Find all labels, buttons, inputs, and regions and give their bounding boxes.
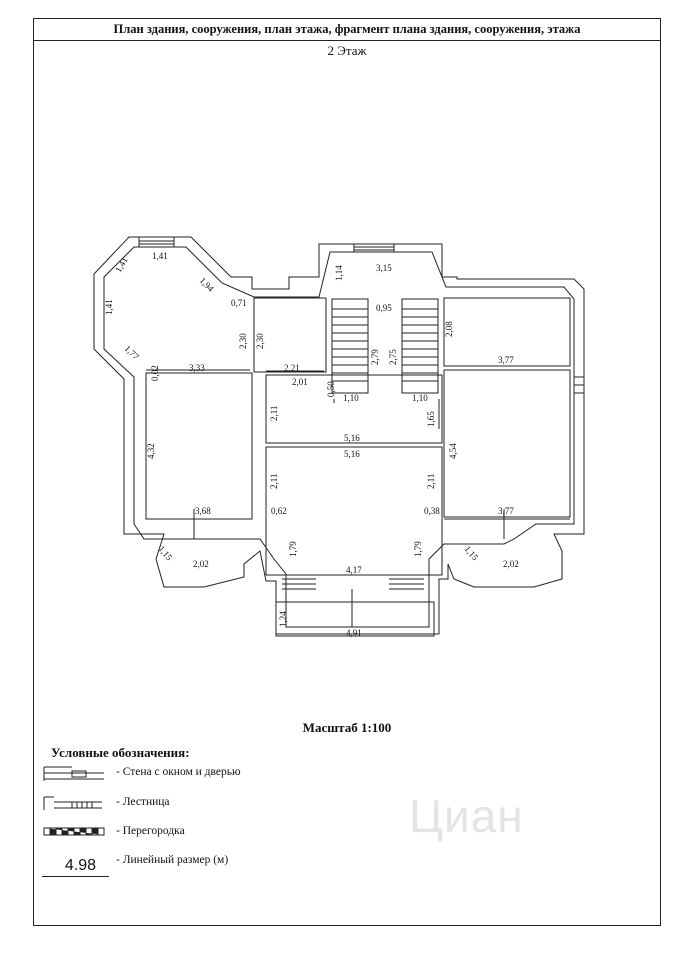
dim-115-b: 1,15	[462, 543, 481, 563]
dim-141-left-b: 1,41	[104, 299, 114, 315]
plan-sheet	[33, 18, 661, 926]
window-top	[354, 244, 394, 252]
dim-230-b: 2,30	[255, 333, 265, 349]
dim-202-b: 2,02	[503, 559, 519, 569]
dim-377-bottom: 3,77	[498, 506, 514, 516]
dim-516-a: 5,16	[344, 433, 360, 443]
legend-dimension-line	[42, 876, 109, 877]
dim-110-a: 1,10	[343, 393, 359, 403]
dim-114: 1,14	[334, 265, 344, 281]
dim-071: 0,71	[231, 298, 247, 308]
dim-165: 1,65	[426, 411, 436, 427]
stair-right	[402, 299, 438, 393]
dim-315: 3,15	[376, 263, 392, 273]
dim-202-a: 2,02	[193, 559, 209, 569]
dim-221: 2,21	[284, 363, 300, 373]
dim-179-b: 1,79	[413, 541, 423, 557]
legend-wall-symbol	[42, 765, 106, 783]
dim-516-b: 5,16	[344, 449, 360, 459]
dim-201: 2,01	[292, 377, 308, 387]
dim-177: 1,77	[122, 343, 141, 362]
dim-110-b: 1,10	[412, 393, 428, 403]
inner-wall	[104, 247, 574, 627]
dim-141-top: 1,41	[152, 251, 168, 261]
dim-432: 4,32	[146, 443, 156, 459]
dim-230-a: 2,30	[238, 333, 248, 349]
room-top-left	[146, 373, 252, 519]
dim-062: 0,62	[271, 506, 287, 516]
dim-050: 0,50	[326, 381, 336, 397]
legend-dimension-sample: 4.98	[64, 857, 97, 874]
dim-194: 1,94	[197, 275, 216, 294]
legend-title: Условные обозначения:	[51, 745, 190, 760]
outer-wall	[94, 237, 584, 634]
dim-211-c: 2,11	[426, 473, 436, 489]
dim-491: 4,91	[346, 628, 362, 638]
room-right	[444, 370, 570, 517]
dim-095: 0,95	[376, 303, 392, 313]
dim-275: 2,75	[388, 349, 398, 365]
floor-label: 2 Этаж	[327, 43, 367, 58]
dim-115-a: 1,15	[156, 543, 175, 563]
legend-dimension: - Линейный размер (м)	[116, 854, 229, 866]
dim-454: 4,54	[448, 443, 458, 459]
dim-002: 0,02	[150, 365, 160, 381]
dim-141-left-a: 1,41	[113, 255, 130, 274]
legend-partition: - Перегородка	[116, 825, 185, 837]
window-bottom-right	[389, 579, 424, 589]
dim-179-a: 1,79	[288, 541, 298, 557]
legend-stairs: - Лестница	[116, 796, 170, 808]
dim-417: 4,17	[346, 565, 362, 575]
window-right-side	[574, 371, 584, 403]
dim-333: 3,33	[189, 363, 205, 373]
dim-211-b: 2,11	[269, 473, 279, 489]
scale-label: Масштаб 1:100	[302, 720, 392, 735]
window-bottom-left	[282, 579, 316, 589]
watermark: Циан	[409, 790, 524, 842]
dim-lines	[146, 370, 570, 627]
legend-partition-symbol	[42, 826, 106, 838]
dim-208: 2,08	[444, 321, 454, 337]
window-octagon	[139, 237, 174, 247]
dim-377-top: 3,77	[498, 355, 514, 365]
dim-368: 3,68	[195, 506, 211, 516]
dim-038: 0,38	[424, 506, 440, 516]
dim-211-a: 2,11	[269, 405, 279, 421]
dim-124: 1,24	[278, 611, 288, 627]
stair-left	[332, 299, 368, 393]
sheet-title: План здания, сооружения, план этажа, фрагмент плана здания, сооружения, этажа	[113, 22, 581, 36]
floor-plan-drawing	[34, 19, 662, 719]
legend-wall: - Стена с окном и дверью	[116, 766, 241, 778]
legend-stairs-symbol	[42, 794, 106, 812]
dim-279: 2,79	[370, 349, 380, 365]
